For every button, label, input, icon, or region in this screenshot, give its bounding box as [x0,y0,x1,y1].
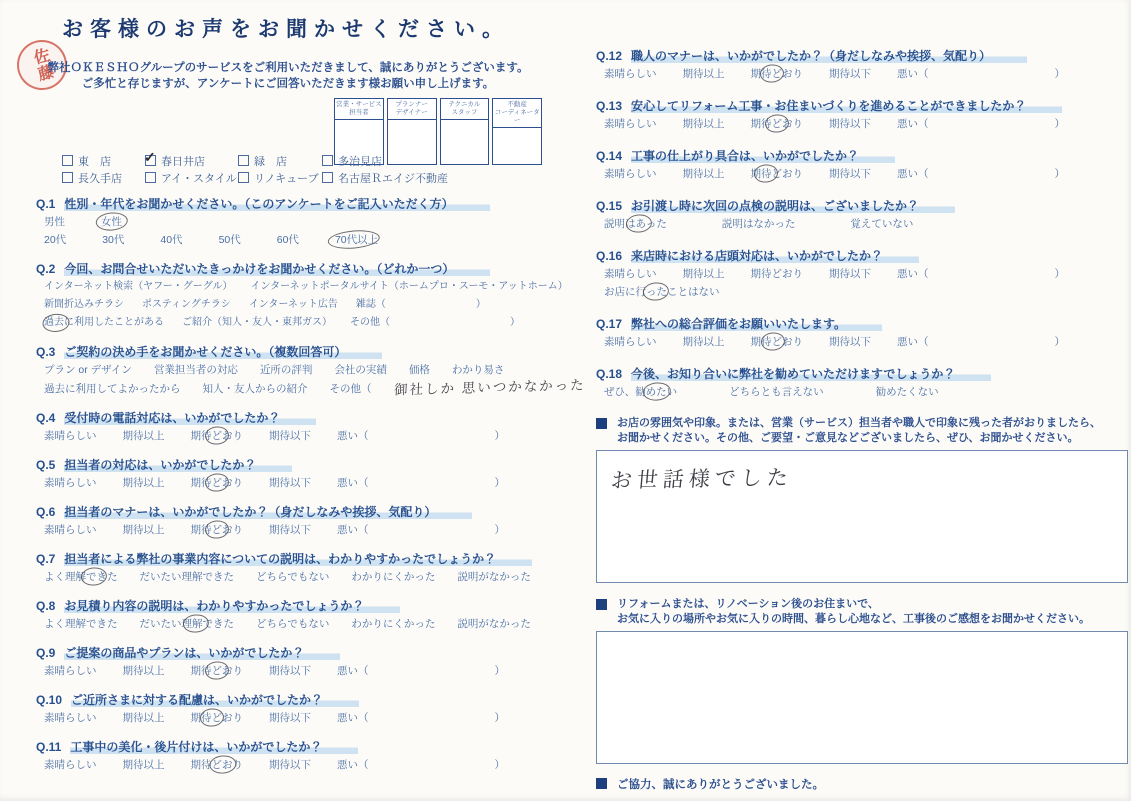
staff-signature-cell [388,120,436,156]
answer-option: 悪い（ ） [337,524,505,536]
answer-option: 悪い（ ） [337,477,505,489]
staff-column-header: プランナー デザイナー [388,99,436,120]
store-option [145,153,238,169]
question-heading [36,504,568,521]
answer-option: 素晴らしい [604,118,657,130]
heading-line-1: お店の雰囲気や印象。または、営業（サービス）担当者や職人で印象に残った者がおりましたら、 [617,417,1101,429]
question-q18 [596,366,1128,401]
answer-option: 期待以下 [269,665,311,677]
answer-option: インターネット検索（ヤフー・グーグル） [44,281,233,292]
answer-option: 素晴らしい [44,524,97,536]
question-heading [36,457,568,474]
question-title: 今後、お知り合いに弊社を勧めていただけますでしょうか？ [631,367,991,381]
question-number: Q.16 [596,249,623,263]
questions-right-container [596,48,1128,401]
store-option [238,153,322,169]
intro-text [0,61,576,92]
question-number: Q.15 [596,199,623,213]
store-checkbox-group [62,152,448,186]
answer-option: 素晴らしい [44,477,97,489]
question-heading [596,198,1128,215]
answer-option: わかりにくかった [351,618,436,630]
answer-option: 期待以下 [829,118,871,130]
question-q7 [36,551,568,586]
answer-option-circled: 過去に利用したことがある [44,314,164,332]
answer-option: 期待以上 [682,168,725,180]
square-bullet-icon [596,599,607,610]
answer-option: 期待以下 [829,168,871,180]
answer-option-circled: 期待どおり [191,662,244,680]
checkbox-empty [238,172,249,183]
answer-row [36,709,568,727]
answer-option-circled: 期待どおり [191,474,244,492]
questions-column-right [596,48,1128,792]
answer-option: よく理解できた [44,618,118,630]
question-q1 [36,196,568,249]
answer-row [36,756,568,774]
answer-option: 悪い（ ） [897,118,1065,130]
answer-option: 説明がなかった [457,618,531,630]
answer-option-circled: ぜひ、勧めたい [604,383,677,401]
square-bullet-icon [596,418,607,429]
square-bullet-icon [596,778,607,789]
question-heading [596,48,1128,65]
answer-option: 勧めたくない [875,386,939,398]
store-option [145,170,238,186]
question-title: 今回、お問合せいただいたきっかけをお聞かせください。（どれか一つ） [64,262,490,276]
question-title: 担当者のマナーは、いかがでしたか？（身だしなみや挨拶、気配り） [64,505,472,519]
answer-row [596,333,1128,351]
answer-option: 30代 [102,234,125,246]
question-heading [36,410,568,427]
answer-option: その他（ ） [350,317,520,328]
checkbox-empty [62,172,73,183]
answer-option: 期待以下 [269,430,311,442]
answer-option: 過去に利用してよかったから [44,383,181,395]
answer-option: 期待以上 [122,524,165,536]
answer-option: 知人・友人からの紹介 [202,383,308,395]
checkbox-checked [145,155,156,166]
answer-row [36,314,568,332]
staff-column-header: 不動産 コーディネーター [493,99,541,128]
answer-option: 期待以上 [122,712,165,724]
answer-option: プラン or デザイン [44,364,132,376]
answer-row [36,662,568,680]
question-title: 職人のマナーは、いかがでしたか？（身だしなみや挨拶、気配り） [631,49,1027,63]
answer-option: 期待以上 [682,268,725,280]
answer-option-circled: 70代以上 [335,231,378,249]
question-title: 安心してリフォーム工事・お住まいづくりを進めることができましたか？ [631,99,1062,113]
store-label: 春日井店 [161,155,205,168]
checkbox-empty [322,172,333,183]
answer-row [596,65,1128,83]
question-number: Q.4 [36,411,56,425]
staff-column-header: テクニカル スタッフ [441,99,489,120]
question-q8 [36,598,568,633]
question-q5 [36,457,568,492]
answer-option: 期待どおり [750,268,803,280]
answer-option: 60代 [276,234,299,246]
comment-section-heading-text [617,597,1090,626]
answer-option: 期待以下 [269,524,311,536]
answer-option: 近所の評判 [259,364,313,376]
answer-row [36,568,568,586]
answer-option-circled: 期待どおり [751,333,804,351]
question-q3 [36,344,586,398]
store-option [238,170,322,186]
question-q14 [596,148,1128,183]
answer-row [36,377,586,398]
question-number: Q.7 [36,552,56,566]
comment-section-after-renovation [596,597,1128,764]
answer-option: 悪い（ ） [897,68,1065,80]
answer-option: 期待以下 [829,68,871,80]
question-number: Q.8 [36,599,56,613]
question-heading [36,645,568,662]
closing-text: ご協力、誠にありがとうございました。 [617,779,824,791]
answer-option: 悪い（ ） [337,759,505,771]
question-title: 受付時の電話対応は、いかがでしたか？ [64,411,316,425]
checkbox-empty [145,172,156,183]
question-title: 来店時における店頭対応は、いかがでしたか？ [631,249,919,263]
answer-option: 期待以下 [829,268,871,280]
question-number: Q.14 [596,149,623,163]
question-q13 [596,98,1128,133]
answer-option: 期待以上 [122,477,165,489]
answer-option-circled: お店に行ったことはない [604,283,720,301]
question-q9 [36,645,568,680]
store-label: リノキューブ [254,172,319,185]
heading-line-1: リフォームまたは、リノベーション後のお住まいで、 [617,598,879,610]
answer-option: 説明はなかった [721,218,796,230]
store-option [322,170,448,186]
checkbox-empty [322,155,333,166]
answer-option: 素晴らしい [604,168,657,180]
question-number: Q.5 [36,458,56,472]
answer-row [36,427,568,445]
answer-option: インターネットポータルサイト（ホームプロ・スーモ・アットホーム） [250,281,568,292]
store-row [62,169,448,186]
answer-row [596,115,1128,133]
question-q2 [36,261,568,332]
question-title: お見積り内容の説明は、わかりやすかったでしょうか？ [64,599,400,613]
question-title: ご契約の決め手をお聞かせください。（複数回答可） [64,345,382,359]
question-heading [596,316,1128,333]
answer-option: 雑誌（ ） [355,299,486,310]
answer-option: わかり易さ [451,364,505,376]
answer-option-circled: 期待どおり [191,427,244,445]
answer-row [36,296,568,314]
store-option [62,170,145,186]
question-heading [596,248,1128,265]
question-heading [36,692,568,709]
question-number: Q.12 [596,49,623,63]
answer-option: 素晴らしい [44,759,97,771]
question-q11 [36,739,568,774]
answer-option-circled: だいたい理解できた [140,615,235,633]
answer-option: だいたい理解できた [139,571,234,583]
heading-line-2: お聞かせください。その他、ご要望・ご意見などございましたら、ぜひ、お聞かせください。 [617,431,1079,444]
answer-option: 価格 [408,364,430,376]
question-number: Q.1 [36,197,56,211]
question-number: Q.3 [36,345,56,359]
answer-option: 期待以下 [829,336,871,348]
answer-option: 素晴らしい [604,68,657,80]
answer-option: 悪い（ ） [337,712,505,724]
answer-row [36,615,568,633]
answer-option: どちらでもない [256,571,330,583]
question-title: 担当者の対応は、いかがでしたか？ [64,458,292,472]
page-title: お客様のお声をお聞かせください。 [62,18,510,41]
question-number: Q.13 [596,99,623,113]
question-title: 性別・年代をお聞かせください。（このアンケートをご記入いただく方） [64,197,489,211]
staff-signature-cell [493,128,541,164]
answer-option: 覚えていない [850,218,914,230]
answer-row [36,521,568,539]
answer-option: 期待以上 [122,430,165,442]
question-title: 担当者による弊社の事業内容についての説明は、わかりやすかったでしょうか？ [64,552,532,566]
answer-row [596,383,1128,401]
answer-option: 40代 [160,234,183,246]
answer-option: どちらでもない [256,618,330,630]
store-label: アイ・スタイル [161,172,237,185]
answer-option: 期待以上 [682,118,725,130]
question-number: Q.11 [36,740,62,754]
answer-option-circled: よく理解できた [44,568,118,586]
comment-section-heading [596,416,1128,445]
answer-row [596,165,1128,183]
answer-option-circled: 期待どおり [751,165,804,183]
staff-column [492,98,542,165]
question-number: Q.10 [36,693,63,707]
answer-option: 期待以下 [269,477,311,489]
store-label: 緑 店 [254,155,287,168]
answer-row [36,361,568,379]
question-q15 [596,198,1128,233]
comment-section-shop-impression [596,416,1128,583]
question-number: Q.2 [36,262,56,276]
staff-column-header: 営業・サービス 担当者 [335,99,383,120]
answer-option: ご紹介（知人・友人・東邦ガス） [182,317,332,328]
answer-option: 説明がなかった [457,571,531,583]
intro-line-1: 弊社ＯＫＥＳＨＯグループのサービスをご利用いただきまして、誠にありがとうございます。 [47,62,529,74]
store-label: 長久手店 [78,172,122,185]
question-title: 工事の仕上がり具合は、いかがでしたか？ [631,149,895,163]
question-heading [596,148,1128,165]
closing-line [596,776,1128,792]
answer-option: 悪い（ ） [337,430,505,442]
answer-option: 新聞折込みチラシ [44,299,124,310]
answer-option: 素晴らしい [44,430,97,442]
heading-line-2: お気に入りの場所やお気に入りの時間、暮らし心地など、工事後のご感想をお聞かせください。 [617,612,1090,625]
answer-option: 悪い（ ） [337,665,505,677]
question-q10 [36,692,568,727]
hanko-stamp-text: 佐藤 [29,46,55,84]
question-title: ご近所さまに対する配慮は、いかがでしたか？ [71,693,359,707]
question-heading [596,98,1128,115]
question-q4 [36,410,568,445]
answer-option: 営業担当者の対応 [153,364,238,376]
store-label: 東 店 [78,155,111,168]
question-heading [36,344,568,361]
answer-option: インターネット広告 [248,299,338,310]
intro-line-2: ご多忙と存じますが、アンケートにご回答いただきます様お願い申し上げます。 [81,77,495,90]
question-number: Q.17 [596,317,623,331]
question-q16 [596,248,1128,301]
answer-option: わかりにくかった [351,571,436,583]
store-option [62,153,145,169]
answer-option: 期待以上 [682,336,725,348]
handwritten-answer: 御社しか 思いつかなかった [393,377,586,398]
store-row [62,152,448,169]
answer-row [36,278,568,296]
answer-option: どちらとも言えない [729,386,824,398]
question-heading [36,739,568,756]
staff-signature-cell [441,120,489,156]
answer-row [36,474,568,492]
store-option [322,153,382,169]
answer-option: 期待以下 [269,759,311,771]
question-number: Q.9 [36,646,56,660]
comment-box [596,450,1128,583]
answer-row [596,215,1128,233]
answer-row [596,283,1128,301]
question-heading [36,551,568,568]
answer-option: 50代 [218,234,241,246]
answer-option: 期待以上 [122,759,165,771]
answer-option: 期待以上 [682,68,725,80]
answer-option-circled: 期待どおり [751,115,804,133]
question-title: 工事中の美化・後片付けは、いかがでしたか？ [70,740,358,754]
checkbox-empty [238,155,249,166]
question-heading [36,261,568,278]
answer-option: 悪い（ ） [897,268,1065,280]
answer-option: 悪い（ ） [897,336,1065,348]
question-heading [596,366,1128,383]
comment-section-heading-text [617,416,1101,445]
comment-box [596,631,1128,764]
answer-option: ポスティングチラシ [142,299,231,310]
questions-column-left [36,196,586,786]
question-heading [36,598,568,615]
answer-option: 期待以下 [269,712,311,724]
answer-option: 悪い（ ） [897,168,1065,180]
question-number: Q.18 [596,367,623,381]
staff-signature-cell [335,120,383,156]
answer-option: 素晴らしい [604,268,657,280]
handwritten-comment: お世話様でした [609,466,794,493]
answer-option: 男性 [44,216,65,228]
question-title: 弊社への総合評価をお願いいたします。 [631,317,882,331]
answer-row [596,265,1128,283]
answer-row [36,213,568,231]
answer-row [36,231,568,249]
answer-option-circled: 女性 [101,213,122,231]
answer-option: 会社の実績 [334,364,387,376]
question-q12 [596,48,1128,83]
answer-option: 期待以上 [122,665,165,677]
question-title: お引渡し時に次回の点検の説明は、ございましたか？ [631,199,955,213]
answer-option: 素晴らしい [44,665,97,677]
answer-option-circled: 期待どおり [191,521,244,539]
store-label: 多治見店 [338,155,382,168]
store-label: 名古屋Ｒエイジ不動産 [338,172,448,185]
answer-option-circled: 説明はあった [604,215,667,233]
question-title: ご提案の商品やプランは、いかがでしたか？ [64,646,340,660]
checkbox-empty [62,155,73,166]
answer-option: 20代 [44,234,67,246]
answer-option-circled: 期待どおり [751,65,804,83]
answer-option: 素晴らしい [44,712,97,724]
question-number: Q.6 [36,505,56,519]
question-q17 [596,316,1128,351]
comment-section-heading [596,597,1128,626]
question-q6 [36,504,568,539]
answer-option: その他（ [329,383,372,395]
answer-option-circled: 期待どおり [191,709,244,727]
answer-option-circled: 期待どおり [191,756,244,774]
answer-option: 素晴らしい [604,336,657,348]
question-heading [36,196,568,213]
